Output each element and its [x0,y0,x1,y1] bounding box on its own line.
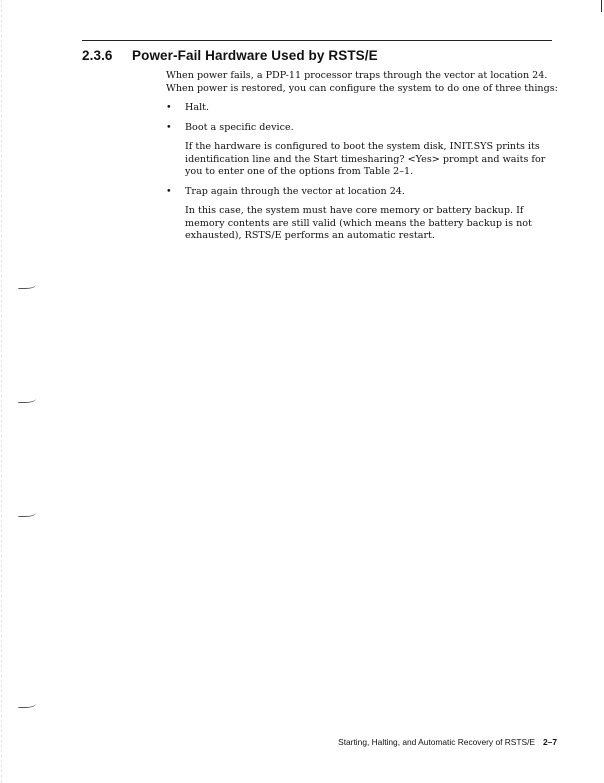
section-title: Power-Fail Hardware Used by RSTS/E [132,48,378,63]
list-item-text: Halt. [185,102,210,113]
page-edge-scan-marks [1,0,2,783]
list-item-detail: If the hardware is configured to boot the system disk, INIT.SYS prints its identification line and the Start timesharing? <Yes> prompt and waits for you to enter one of the options from Table 2–1. [185,141,546,177]
punch-hole-mark [18,396,36,403]
list-item-text: Trap again through the vector at location 24. [185,185,405,197]
punch-hole-mark [18,510,36,517]
list-item-detail: In this case, the system must have core memory or battery backup. If memory contents are still valid (which means the battery backup is not exhausted), RSTS/E performs an automatic restart. [185,205,532,241]
list-item-text: Boot a specific device. [185,121,294,133]
intro-paragraph: When power fails, a PDP-11 processor traps through the vector at location 24. When power is restored, you can configure the system to do one of three things: [166,70,558,94]
section-heading [82,48,378,63]
punch-hole-mark [18,282,36,289]
footer-title: Starting, Halting, and Automatic Recovery of RSTS/E [338,737,536,747]
section-body [166,70,558,250]
list-item [166,186,558,243]
corner-tick-mark [601,0,602,12]
bullet-icon: • [166,102,172,113]
bullet-icon: • [166,185,172,197]
section-rule [82,40,552,41]
section-number: 2.3.6 [82,48,113,63]
punch-hole-mark [18,701,36,708]
list-item [166,122,558,179]
bullet-icon: • [166,121,172,133]
page-number: 2–7 [543,737,557,747]
list-item [166,102,558,115]
page-footer [338,737,557,747]
